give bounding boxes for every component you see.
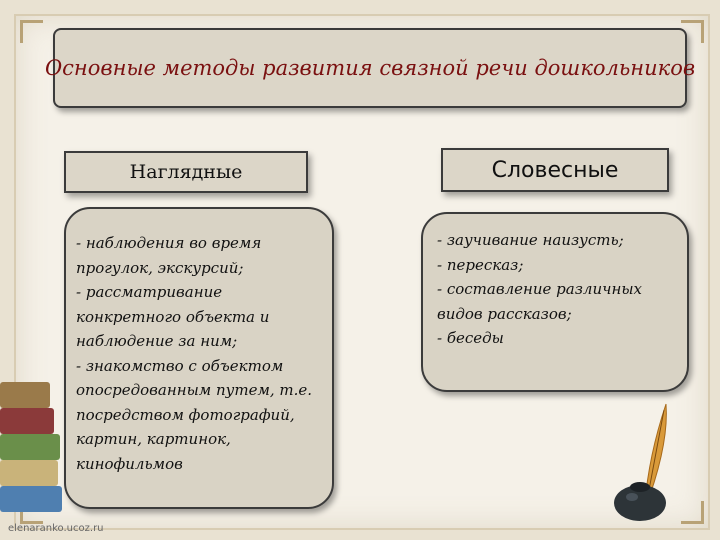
inkwell-icon (610, 465, 670, 525)
list-item: - пересказ; (437, 255, 524, 274)
book-icon (0, 460, 58, 486)
book-icon (0, 434, 60, 460)
book-icon (0, 408, 54, 434)
list-item: - знакомство с объектом опосредованным путем, т.е. посредством фотографий, картин, картинок, кинофильмов (76, 356, 313, 473)
book-icon (0, 486, 62, 512)
verbal-methods-box (421, 212, 689, 392)
slide-title: Основные методы развития связной речи дошкольников (44, 56, 696, 80)
book-icon (0, 382, 50, 408)
verbal-methods-label: Словесные (491, 157, 619, 183)
visual-methods-box (64, 207, 334, 509)
visual-methods-label: Наглядные (129, 161, 243, 183)
frame-corner-ornament (681, 501, 704, 524)
list-item: - составление различных видов рассказов; (437, 280, 643, 323)
frame-corner-ornament (20, 20, 43, 43)
books-illustration (0, 372, 70, 512)
visual-methods-list (76, 231, 324, 476)
list-item: - беседы (437, 329, 504, 347)
watermark: elenaranko.ucoz.ru (8, 523, 104, 534)
title-box (44, 28, 696, 108)
verbal-methods-list (437, 228, 683, 351)
verbal-methods-header (441, 148, 669, 192)
list-item: - заучивание наизусть; (437, 231, 624, 249)
visual-methods-header (64, 151, 308, 193)
list-item: - рассматривание конкретного объекта и наблюдение за ним; (76, 283, 270, 350)
list-item: - наблюдения во время прогулок, экскурсий; (76, 234, 262, 277)
